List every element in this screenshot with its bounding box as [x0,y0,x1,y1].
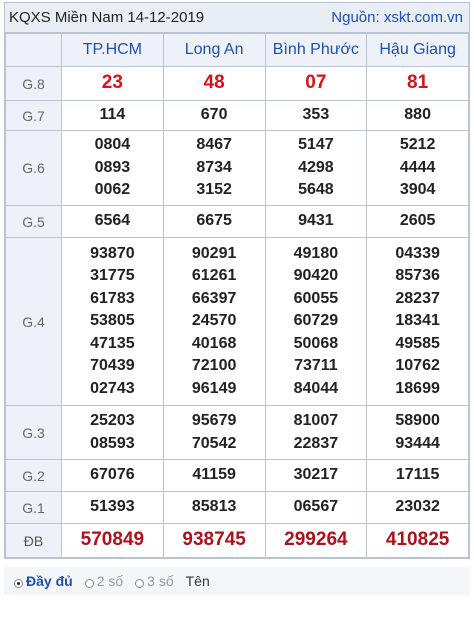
radio-icon[interactable] [135,579,144,588]
prize-row [6,131,469,206]
prize-number: 353 [302,106,330,124]
prize-label: G.8 [6,67,62,101]
prize-number: 8734 [196,158,232,176]
prize-number: 61783 [90,289,135,307]
prize-label: G.3 [6,406,62,460]
province-header[interactable]: TP.HCM [62,34,164,67]
prize-cell [265,460,367,492]
prize-cell [163,492,265,524]
prize-label: ĐB [6,524,62,558]
prize-number: 53805 [90,312,135,330]
prize-row [6,406,469,460]
prize-cell [62,406,164,460]
prize-label: G.2 [6,460,62,492]
radio-icon[interactable] [85,579,94,588]
prize-row [6,101,469,131]
prize-number: 17115 [395,466,440,484]
prize-number: 22837 [293,434,339,452]
prize-cell [367,206,469,238]
prize-number: 0804 [94,136,131,154]
prize-number: 72100 [191,357,237,375]
prize-number: 880 [404,106,431,124]
prize-cell [163,238,265,406]
prize-number: 0062 [94,181,131,199]
results-title: KQXS Miền Nam 14-12-2019 [9,9,205,26]
prize-row [6,524,469,558]
prize-number: 23 [101,72,123,94]
prize-number: 18699 [395,379,440,397]
prize-number: 84044 [293,379,339,397]
prize-cell [62,101,164,131]
prize-cell [163,524,265,558]
prize-number: 410825 [385,529,450,551]
prize-number: 93444 [395,434,440,452]
prize-number: 70439 [90,357,135,375]
prize-cell [265,524,367,558]
prize-number: 28237 [395,289,440,307]
prize-number: 08593 [90,434,135,452]
prize-cell [265,492,367,524]
prize-number: 73711 [294,357,338,375]
prize-number: 81 [407,72,429,94]
prize-row [6,492,469,524]
prize-cell [367,238,469,406]
prize-cell [367,101,469,131]
prize-number: 60055 [293,289,339,307]
prize-cell [265,131,367,206]
prize-number: 50068 [293,334,339,352]
prize-number: 95679 [191,412,237,429]
option-name[interactable]: Tên [185,573,210,589]
prize-number: 90291 [191,244,237,262]
prize-number: 9431 [298,212,334,230]
prize-number: 938745 [182,529,246,551]
prize-number: 8467 [196,136,232,154]
prize-cell [367,131,469,206]
prize-number: 4298 [298,158,334,176]
prize-number: 51393 [90,498,135,516]
prize-number: 24570 [191,312,237,330]
prize-number: 6564 [94,212,131,230]
prize-cell [265,238,367,406]
prize-label: G.1 [6,492,62,524]
prize-cell [163,101,265,131]
prize-number: 49585 [395,334,440,352]
province-header[interactable]: Hậu Giang [367,34,469,67]
prize-row [6,238,469,406]
prize-number: 70542 [191,434,237,452]
prize-cell [62,206,164,238]
prize-cell [62,131,164,206]
prize-cell [367,406,469,460]
prize-number: 96149 [191,379,237,397]
prize-number: 40168 [191,334,237,352]
prize-number: 18341 [395,312,440,330]
prize-cell [62,524,164,558]
province-header[interactable]: Bình Phước [265,34,367,67]
prize-row [6,67,469,101]
prize-cell [62,492,164,524]
prize-number: 299264 [284,529,348,551]
table-header-row [6,34,469,67]
results-panel [4,2,470,559]
prize-number: 60729 [293,312,339,330]
prize-number: 4444 [399,158,436,176]
prize-cell [62,67,164,101]
prize-cell [265,101,367,131]
prize-cell [265,206,367,238]
prize-number: 25203 [90,412,135,429]
prize-number: 41159 [192,466,236,484]
prize-number: 93870 [90,244,135,262]
prize-cell [163,67,265,101]
prize-cell [367,67,469,101]
prize-label: G.4 [6,238,62,406]
prize-label: G.7 [6,101,62,131]
prize-cell [367,524,469,558]
prize-number: 90420 [293,267,339,285]
prize-number: 5212 [399,136,436,154]
option-3-digits[interactable]: 3 số [135,573,173,589]
prize-number: 61261 [191,267,237,285]
prize-number: 5147 [298,136,334,154]
prize-number: 670 [200,106,228,124]
prize-number: 10762 [395,357,440,375]
prize-number: 49180 [293,244,339,262]
header-corner [6,34,62,67]
prize-cell [163,206,265,238]
prize-number: 31775 [90,267,135,285]
province-header[interactable]: Long An [163,34,265,67]
prize-number: 47135 [90,334,135,352]
radio-selected-icon[interactable] [14,579,23,588]
prize-cell [62,238,164,406]
display-options-bar [4,567,470,595]
prize-number: 30217 [293,466,339,484]
prize-number: 2605 [399,212,436,230]
source-link[interactable]: Nguồn: xskt.com.vn [331,9,463,26]
prize-number: 67076 [90,466,135,484]
prize-number: 3904 [399,181,436,199]
prize-cell [62,460,164,492]
prize-number: 81007 [293,412,339,429]
prize-row [6,460,469,492]
prize-number: 58900 [395,412,440,429]
prize-number: 66397 [191,289,237,307]
prize-number: 6675 [196,212,232,230]
prize-number: 23032 [395,498,440,516]
option-2-digits[interactable]: 2 số [85,573,123,589]
results-table [5,33,469,558]
prize-number: 06567 [293,498,339,516]
prize-number: 570849 [80,529,145,551]
prize-number: 5648 [298,181,334,199]
prize-cell [163,460,265,492]
prize-label: G.5 [6,206,62,238]
prize-row [6,206,469,238]
prize-number: 85736 [395,267,440,285]
option-full[interactable]: Đầy đủ [14,573,73,589]
prize-label: G.6 [6,131,62,206]
prize-cell [163,131,265,206]
prize-cell [163,406,265,460]
prize-cell [367,460,469,492]
prize-number: 114 [99,106,126,124]
prize-number: 0893 [94,158,131,176]
prize-number: 02743 [90,379,135,397]
prize-number: 48 [203,72,225,94]
prize-number: 85813 [191,498,237,516]
prize-cell [265,67,367,101]
prize-cell [367,492,469,524]
prize-cell [265,406,367,460]
title-bar [5,3,469,33]
prize-number: 07 [305,72,327,94]
prize-number: 3152 [196,181,232,199]
prize-number: 04339 [395,244,440,262]
